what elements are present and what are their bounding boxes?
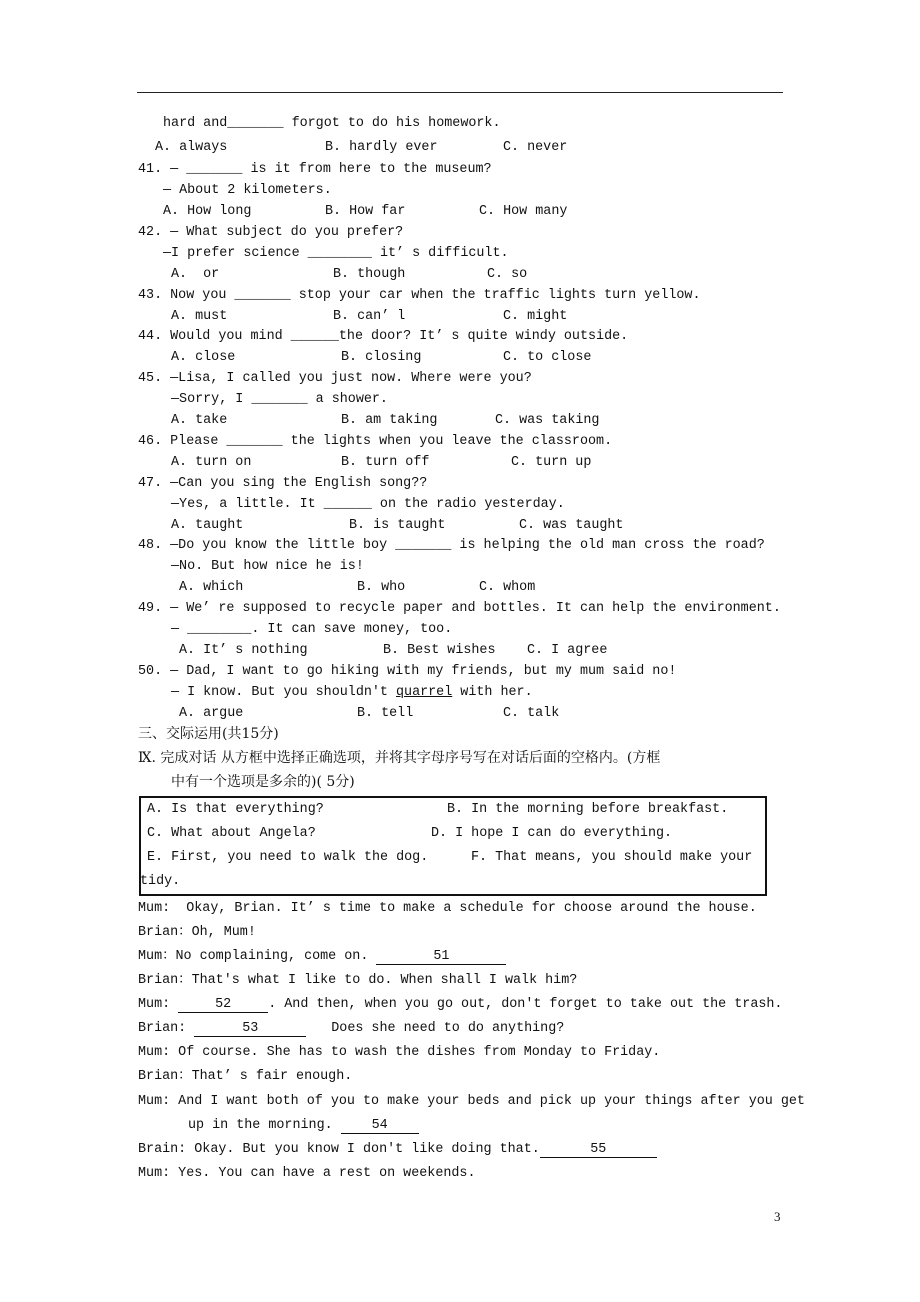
- q44-option-a: A. close: [171, 350, 236, 365]
- q44-stem: 44. Would you mind ______the door? It’ s quite windy outside.: [138, 329, 629, 344]
- header-rule: [137, 92, 783, 93]
- q45-option-b: B. am taking: [341, 413, 438, 428]
- instruction-line2: 中有一个选项是多余的)( 5分): [171, 774, 355, 790]
- q42-line2: —I prefer science ________ it’ s difficult.: [163, 246, 509, 261]
- q43-option-a: A. must: [171, 309, 228, 324]
- dialogue-line: Brian：That's what I like to do. When shall I walk him?: [138, 973, 578, 988]
- q50-stem: 50. — Dad, I want to go hiking with my friends, but my mum said no!: [138, 664, 677, 679]
- q40-option-a: A. always: [155, 140, 228, 155]
- dialogue-text: Brain: Okay. But you know I don't like doing that.: [138, 1142, 540, 1157]
- q44-option-c: C. to close: [503, 350, 592, 365]
- q46-option-c: C. turn up: [511, 455, 592, 470]
- dialogue-line: [138, 1142, 657, 1158]
- q40-option-c: C. never: [503, 140, 568, 155]
- q50-line2-post: with her.: [452, 685, 533, 700]
- dialogue-line: Brian：That’ s fair enough.: [138, 1069, 353, 1084]
- q48-line2: —No. But how nice he is!: [171, 559, 364, 574]
- box-option-d: D. I hope I can do everything.: [431, 826, 673, 841]
- dialogue-text: Does she need to do anything?: [331, 1021, 565, 1036]
- q45-option-c: C. was taking: [495, 413, 600, 428]
- box-option-a: A. Is that everything?: [147, 802, 324, 817]
- q45-stem: 45. —Lisa, I called you just now. Where were you?: [138, 371, 532, 386]
- dialogue-line: [138, 949, 506, 965]
- dialogue-line: Mum: Yes. You can have a rest on weekends.: [138, 1166, 476, 1181]
- q44-option-b: B. closing: [341, 350, 422, 365]
- q42-option-c: C. so: [487, 267, 528, 282]
- q43-option-b: B. can’ l: [333, 309, 406, 324]
- q48-option-b: B. who: [357, 580, 406, 595]
- q49-option-b: B. Best wishes: [383, 643, 496, 658]
- q47-option-c: C. was taught: [519, 518, 624, 533]
- dialogue-text: Mum：No complaining, come on.: [138, 949, 377, 964]
- instruction-line1: Ⅸ. 完成对话 从方框中选择正确选项，并将其字母序号写在对话后面的空格内。(方框: [138, 750, 661, 766]
- q41-option-b: B. How far: [325, 204, 406, 219]
- q50-option-a: A. argue: [179, 706, 244, 721]
- q49-option-c: C. I agree: [527, 643, 608, 658]
- q47-option-a: A. taught: [171, 518, 244, 533]
- blank-52[interactable]: 52: [178, 998, 268, 1013]
- q41-option-c: C. How many: [479, 204, 568, 219]
- q40-option-b: B. hardly ever: [325, 140, 438, 155]
- dialogue-line: [188, 1118, 419, 1134]
- box-option-f: F. That means, you should make your: [471, 850, 753, 865]
- q46-option-b: B. turn off: [341, 455, 430, 470]
- q40-stem: hard and_______ forgot to do his homework.: [163, 116, 501, 131]
- q45-line2: —Sorry, I _______ a shower.: [171, 392, 388, 407]
- q48-stem: 48. —Do you know the little boy _______ is helping the old man cross the road?: [138, 538, 765, 553]
- q45-option-a: A. take: [171, 413, 228, 428]
- box-option-f-cont: tidy.: [140, 874, 181, 889]
- q49-line2: — ________. It can save money, too.: [171, 622, 453, 637]
- q43-stem: 43. Now you _______ stop your car when the traffic lights turn yellow.: [138, 288, 701, 303]
- q41-option-a: A. How long: [163, 204, 252, 219]
- q50-option-c: C. talk: [503, 706, 560, 721]
- box-option-b: B. In the morning before breakfast.: [447, 802, 729, 817]
- q50-line2: [171, 685, 533, 701]
- q47-stem: 47. —Can you sing the English song??: [138, 476, 428, 491]
- q50-option-b: B. tell: [357, 706, 414, 721]
- blank-53[interactable]: 53: [194, 1022, 306, 1037]
- dialogue-line: Mum: Okay, Brian. It’ s time to make a schedule for choose around the house.: [138, 901, 757, 916]
- q46-option-a: A. turn on: [171, 455, 252, 470]
- dialogue-text: Mum:: [138, 997, 179, 1012]
- q47-line2: —Yes, a little. It ______ on the radio yesterday.: [171, 497, 565, 512]
- dialogue-text: . And then, when you go out, don't forget to take out the trash.: [268, 997, 783, 1012]
- page-number: 3: [774, 1209, 781, 1224]
- dialogue-text: Brian:: [138, 1021, 195, 1036]
- blank-55[interactable]: 55: [540, 1143, 657, 1158]
- box-option-c: C. What about Angela?: [147, 826, 316, 841]
- dialogue-line: Brian：Oh, Mum!: [138, 925, 256, 940]
- dialogue-line: [138, 997, 782, 1013]
- blank-51[interactable]: 51: [376, 950, 506, 965]
- q43-option-c: C. might: [503, 309, 568, 324]
- blank-54[interactable]: 54: [341, 1119, 419, 1134]
- box-option-e: E. First, you need to walk the dog.: [147, 850, 429, 865]
- section-heading: 三、交际运用(共15分): [138, 726, 279, 742]
- q46-stem: 46. Please _______ the lights when you leave the classroom.: [138, 434, 613, 449]
- q50-underlined-word: quarrel: [396, 685, 453, 700]
- dialogue-line: Mum: Of course. She has to wash the dishes from Monday to Friday.: [138, 1045, 661, 1060]
- q48-option-c: C. whom: [479, 580, 536, 595]
- dialogue-text: up in the morning.: [188, 1118, 341, 1133]
- q42-option-b: B. though: [333, 267, 406, 282]
- q47-option-b: B. is taught: [349, 518, 446, 533]
- q41-stem: 41. — _______ is it from here to the museum?: [138, 162, 492, 177]
- q50-line2-pre: — I know. But you shouldn't: [171, 685, 396, 700]
- q48-option-a: A. which: [179, 580, 244, 595]
- q49-option-a: A. It’ s nothing: [179, 643, 308, 658]
- q42-option-a: A. or: [171, 267, 220, 282]
- q49-stem: 49. — We’ re supposed to recycle paper and bottles. It can help the environment.: [138, 601, 781, 616]
- q41-line2: — About 2 kilometers.: [163, 183, 332, 198]
- dialogue-line: [138, 1021, 564, 1037]
- dialogue-line: Mum: And I want both of you to make your beds and pick up your things after you get: [138, 1094, 805, 1109]
- q42-stem: 42. — What subject do you prefer?: [138, 225, 404, 240]
